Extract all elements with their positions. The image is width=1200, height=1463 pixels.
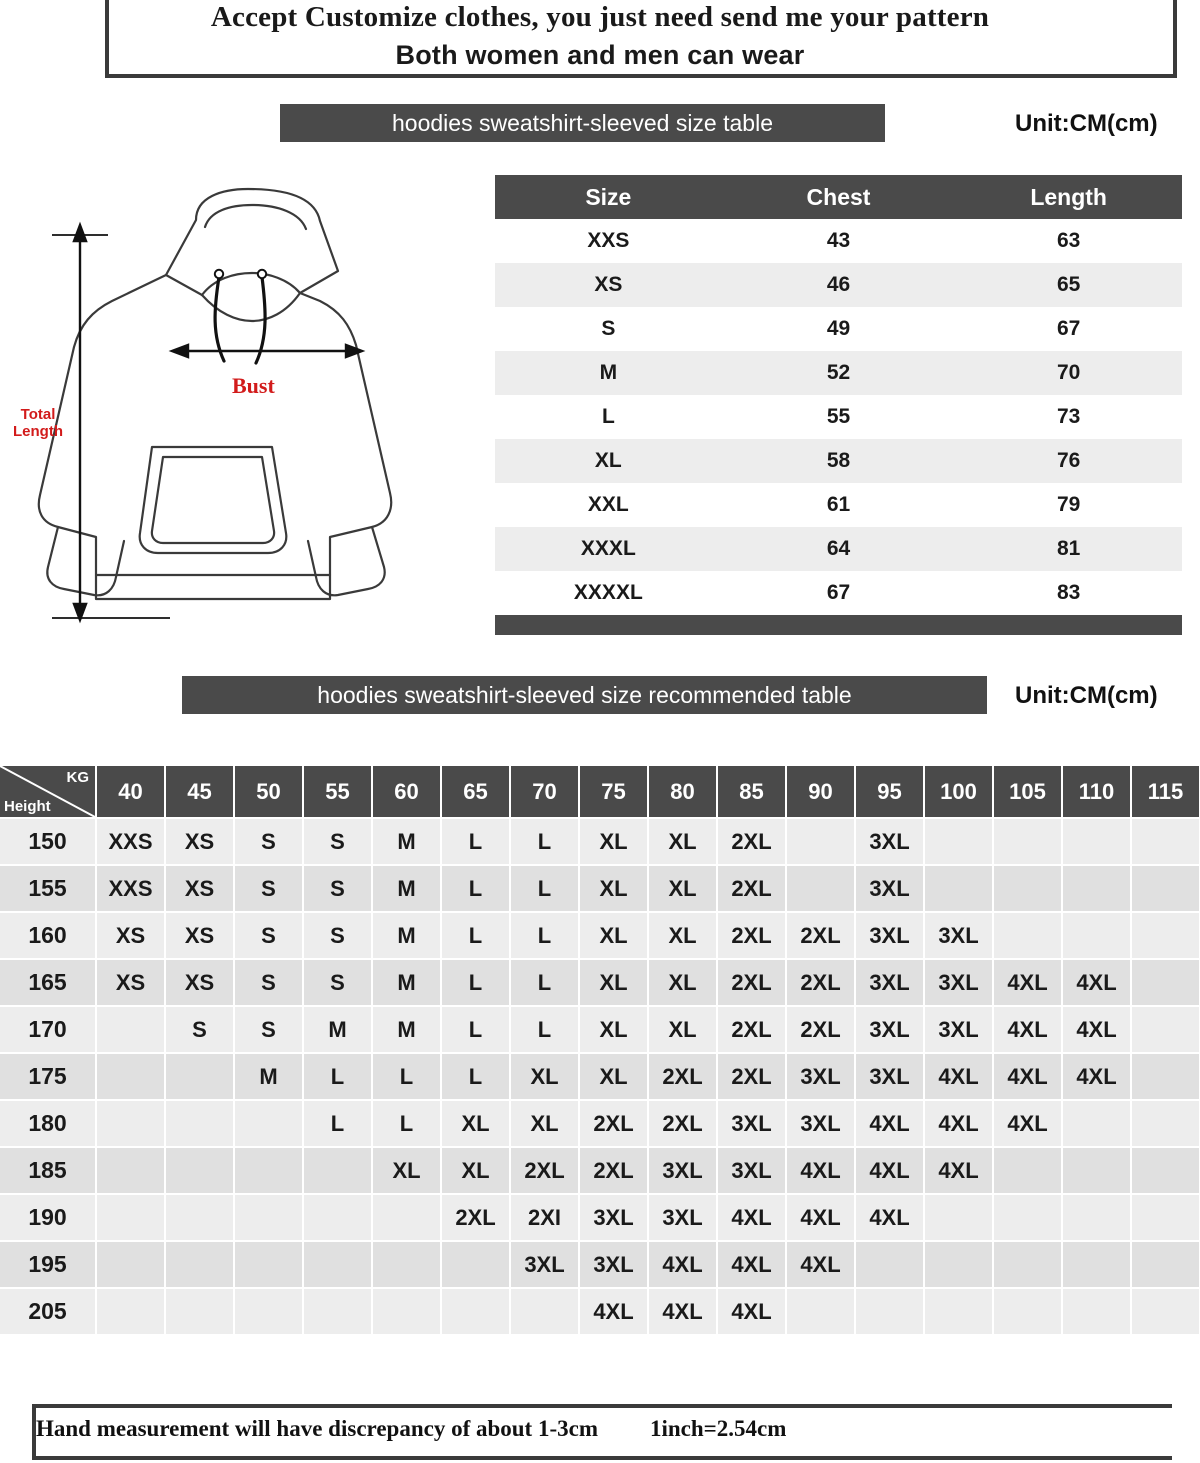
size-table bbox=[495, 175, 1182, 635]
table-row bbox=[0, 818, 1200, 865]
cell-chest: 58 bbox=[826, 449, 851, 472]
rec-cell: 3XL bbox=[924, 1006, 993, 1053]
weight-header: 75 bbox=[579, 766, 648, 818]
rec-cell: 4XL bbox=[855, 1147, 924, 1194]
rec-cell: 4XL bbox=[924, 1147, 993, 1194]
rec-cell: XL bbox=[579, 912, 648, 959]
size-table-footer-bar bbox=[495, 615, 1182, 635]
rec-cell bbox=[234, 1194, 303, 1241]
table-row bbox=[495, 219, 1182, 263]
rec-cell bbox=[786, 865, 855, 912]
rec-cell: XS bbox=[165, 959, 234, 1006]
rec-cell: 2XL bbox=[786, 1006, 855, 1053]
cell-length: 76 bbox=[1056, 449, 1081, 472]
rec-cell: M bbox=[303, 1006, 372, 1053]
rec-cell: XL bbox=[648, 818, 717, 865]
rec-cell bbox=[441, 1288, 510, 1335]
height-header: 160 bbox=[0, 912, 96, 959]
weight-header: 55 bbox=[303, 766, 372, 818]
height-header: 205 bbox=[0, 1288, 96, 1335]
cell-size: XXXXL bbox=[573, 581, 643, 604]
rec-cell bbox=[1131, 1006, 1200, 1053]
rec-cell: L bbox=[441, 1053, 510, 1100]
cell-chest: 52 bbox=[826, 361, 851, 384]
rec-cell: XXS bbox=[96, 865, 165, 912]
cell-chest: 55 bbox=[826, 405, 851, 428]
header-title bbox=[0, 0, 1200, 74]
rec-cell bbox=[96, 1053, 165, 1100]
size-table-header-chest: Chest bbox=[722, 175, 956, 219]
rec-cell: 4XL bbox=[648, 1241, 717, 1288]
rec-cell bbox=[372, 1288, 441, 1335]
footer-conversion-text: 1inch=2.54cm bbox=[650, 1416, 787, 1441]
rec-cell: 4XL bbox=[924, 1053, 993, 1100]
cell-size: M bbox=[599, 361, 618, 384]
rec-cell: 3XL bbox=[855, 959, 924, 1006]
rec-cell: XL bbox=[579, 818, 648, 865]
rec-cell: 4XL bbox=[1062, 959, 1131, 1006]
height-header: 165 bbox=[0, 959, 96, 1006]
hoodie-illustration-svg bbox=[0, 175, 480, 645]
rec-cell bbox=[1131, 1194, 1200, 1241]
size-table-foot bbox=[495, 615, 1182, 635]
rec-cell: S bbox=[303, 818, 372, 865]
rec-cell: XL bbox=[441, 1147, 510, 1194]
rec-cell: 2XL bbox=[786, 959, 855, 1006]
table-row bbox=[0, 1288, 1200, 1335]
size-table-title: hoodies sweatshirt-sleeved size table bbox=[280, 104, 885, 142]
rec-cell: XL bbox=[579, 865, 648, 912]
weight-header: 115 bbox=[1131, 766, 1200, 818]
rec-cell: 3XL bbox=[855, 1053, 924, 1100]
footer-note bbox=[36, 1416, 786, 1442]
weight-header: 105 bbox=[993, 766, 1062, 818]
bust-label: Bust bbox=[232, 373, 275, 398]
rec-table-header-row bbox=[0, 766, 1200, 818]
height-header: 190 bbox=[0, 1194, 96, 1241]
rec-cell: 3XL bbox=[510, 1241, 579, 1288]
cell-chest: 61 bbox=[826, 493, 851, 516]
cell-size: S bbox=[601, 317, 616, 340]
rec-cell: 3XL bbox=[855, 818, 924, 865]
cell-chest: 49 bbox=[826, 317, 851, 340]
rec-cell: S bbox=[165, 1006, 234, 1053]
rec-cell bbox=[165, 1147, 234, 1194]
rec-cell bbox=[993, 865, 1062, 912]
weight-header: 60 bbox=[372, 766, 441, 818]
weight-header: 100 bbox=[924, 766, 993, 818]
rec-cell: M bbox=[372, 1006, 441, 1053]
cell-length: 70 bbox=[1056, 361, 1081, 384]
rec-cell bbox=[1131, 1288, 1200, 1335]
table-row bbox=[495, 527, 1182, 571]
cell-size: XL bbox=[594, 449, 622, 472]
rec-cell: 3XL bbox=[786, 1100, 855, 1147]
cell-chest: 67 bbox=[826, 581, 851, 604]
table-row bbox=[495, 439, 1182, 483]
rec-cell: 4XL bbox=[717, 1194, 786, 1241]
rec-cell: 4XL bbox=[855, 1194, 924, 1241]
rec-cell bbox=[1062, 912, 1131, 959]
weight-header: 95 bbox=[855, 766, 924, 818]
rec-cell bbox=[1131, 818, 1200, 865]
cell-length: 83 bbox=[1056, 581, 1081, 604]
size-table-head bbox=[495, 175, 1182, 219]
rec-cell bbox=[303, 1194, 372, 1241]
rec-cell bbox=[855, 1241, 924, 1288]
rec-cell: 2XL bbox=[441, 1194, 510, 1241]
rec-cell bbox=[372, 1241, 441, 1288]
weight-header: 50 bbox=[234, 766, 303, 818]
rec-cell bbox=[510, 1288, 579, 1335]
rec-cell: XL bbox=[648, 1006, 717, 1053]
cell-chest: 64 bbox=[826, 537, 851, 560]
rec-cell: 3XL bbox=[924, 959, 993, 1006]
rec-cell bbox=[234, 1100, 303, 1147]
total-length-label bbox=[6, 406, 70, 440]
rec-cell bbox=[1131, 865, 1200, 912]
height-header: 150 bbox=[0, 818, 96, 865]
rec-cell bbox=[165, 1053, 234, 1100]
weight-header: 70 bbox=[510, 766, 579, 818]
rec-cell: L bbox=[510, 959, 579, 1006]
rec-cell: S bbox=[234, 912, 303, 959]
height-header: 175 bbox=[0, 1053, 96, 1100]
rec-cell bbox=[1062, 1288, 1131, 1335]
corner-kg-label: KG bbox=[66, 769, 89, 786]
rec-cell: L bbox=[303, 1100, 372, 1147]
rec-cell bbox=[165, 1100, 234, 1147]
footer-bar-cell bbox=[495, 615, 1182, 635]
table-row bbox=[0, 1006, 1200, 1053]
weight-header: 85 bbox=[717, 766, 786, 818]
table-row bbox=[495, 571, 1182, 615]
rec-cell: 4XL bbox=[993, 1053, 1062, 1100]
rec-cell bbox=[165, 1288, 234, 1335]
weight-header: 90 bbox=[786, 766, 855, 818]
rec-table-head bbox=[0, 766, 1200, 818]
rec-cell bbox=[234, 1288, 303, 1335]
rec-cell: L bbox=[510, 818, 579, 865]
cell-length: 65 bbox=[1056, 273, 1081, 296]
rec-cell bbox=[1131, 1241, 1200, 1288]
rec-cell: 3XL bbox=[717, 1147, 786, 1194]
header-line-2: Both women and men can wear bbox=[395, 40, 805, 70]
rec-cell: 2XL bbox=[717, 1053, 786, 1100]
rec-cell: XL bbox=[648, 865, 717, 912]
rec-cell: XL bbox=[648, 959, 717, 1006]
height-header: 195 bbox=[0, 1241, 96, 1288]
rec-cell: 4XL bbox=[855, 1100, 924, 1147]
rec-cell: L bbox=[441, 865, 510, 912]
height-header: 170 bbox=[0, 1006, 96, 1053]
rec-cell: 2XL bbox=[717, 865, 786, 912]
rec-cell: XS bbox=[165, 818, 234, 865]
rec-cell bbox=[96, 1100, 165, 1147]
rec-cell bbox=[165, 1241, 234, 1288]
rec-cell: L bbox=[303, 1053, 372, 1100]
weight-header: 40 bbox=[96, 766, 165, 818]
rec-cell bbox=[924, 1241, 993, 1288]
rec-table-corner-cell bbox=[0, 766, 96, 818]
cell-length: 81 bbox=[1056, 537, 1081, 560]
rec-cell: XS bbox=[165, 912, 234, 959]
rec-cell: M bbox=[372, 865, 441, 912]
cell-size: L bbox=[601, 405, 615, 428]
rec-cell: 4XL bbox=[993, 1006, 1062, 1053]
rec-cell bbox=[924, 865, 993, 912]
rec-cell: 4XL bbox=[717, 1288, 786, 1335]
rec-cell bbox=[303, 1241, 372, 1288]
rec-cell bbox=[96, 1147, 165, 1194]
rec-cell: S bbox=[303, 912, 372, 959]
rec-cell bbox=[993, 1147, 1062, 1194]
rec-cell: 2XL bbox=[717, 1006, 786, 1053]
table-row bbox=[495, 351, 1182, 395]
height-header: 180 bbox=[0, 1100, 96, 1147]
rec-cell: S bbox=[303, 865, 372, 912]
rec-cell: 2XL bbox=[648, 1053, 717, 1100]
rec-cell bbox=[993, 1288, 1062, 1335]
rec-cell bbox=[234, 1147, 303, 1194]
rec-cell: XL bbox=[579, 959, 648, 1006]
rec-cell: 4XL bbox=[786, 1241, 855, 1288]
size-table-header-length: Length bbox=[955, 175, 1182, 219]
rec-cell: 3XL bbox=[717, 1100, 786, 1147]
rec-cell bbox=[924, 1194, 993, 1241]
cell-length: 63 bbox=[1056, 229, 1081, 252]
rec-cell: 4XL bbox=[993, 959, 1062, 1006]
rec-cell: M bbox=[372, 959, 441, 1006]
rec-cell: XS bbox=[165, 865, 234, 912]
height-header: 185 bbox=[0, 1147, 96, 1194]
rec-cell: 2XI bbox=[510, 1194, 579, 1241]
rec-cell bbox=[993, 1194, 1062, 1241]
rec-cell: 3XL bbox=[579, 1194, 648, 1241]
rec-cell: 3XL bbox=[855, 865, 924, 912]
rec-cell: 3XL bbox=[855, 912, 924, 959]
hoodie-diagram bbox=[0, 175, 480, 645]
rec-cell bbox=[96, 1194, 165, 1241]
header-line-1: Accept Customize clothes, you just need send me your pattern bbox=[210, 1, 990, 33]
table-row bbox=[495, 395, 1182, 439]
rec-cell bbox=[993, 1241, 1062, 1288]
rec-cell bbox=[96, 1241, 165, 1288]
rec-cell: 2XL bbox=[579, 1147, 648, 1194]
rec-cell: 4XL bbox=[924, 1100, 993, 1147]
rec-cell bbox=[993, 818, 1062, 865]
size-table-header-size: Size bbox=[495, 175, 722, 219]
cell-length: 73 bbox=[1056, 405, 1081, 428]
rec-cell bbox=[786, 1288, 855, 1335]
cell-length: 67 bbox=[1056, 317, 1081, 340]
total-length-line-1: Total bbox=[20, 406, 56, 423]
rec-cell bbox=[1131, 1147, 1200, 1194]
rec-cell: 4XL bbox=[579, 1288, 648, 1335]
weight-header: 80 bbox=[648, 766, 717, 818]
total-length-line-2: Length bbox=[13, 423, 63, 440]
rec-cell bbox=[1131, 912, 1200, 959]
rec-cell: L bbox=[510, 1006, 579, 1053]
rec-cell: 3XL bbox=[855, 1006, 924, 1053]
rec-cell: 3XL bbox=[579, 1241, 648, 1288]
rec-cell: 3XL bbox=[924, 912, 993, 959]
cell-size: XXXL bbox=[580, 537, 636, 560]
rec-cell bbox=[1131, 1100, 1200, 1147]
rec-cell: XL bbox=[372, 1147, 441, 1194]
table-row bbox=[0, 1147, 1200, 1194]
rec-cell bbox=[786, 818, 855, 865]
rec-cell bbox=[234, 1241, 303, 1288]
rec-cell: 3XL bbox=[648, 1147, 717, 1194]
rec-cell: L bbox=[441, 1006, 510, 1053]
cell-size: XS bbox=[594, 273, 623, 296]
rec-cell bbox=[1062, 818, 1131, 865]
rec-cell: 4XL bbox=[648, 1288, 717, 1335]
table-row bbox=[0, 1053, 1200, 1100]
rec-cell: XS bbox=[96, 912, 165, 959]
cell-chest: 46 bbox=[826, 273, 851, 296]
rec-cell: S bbox=[234, 1006, 303, 1053]
rec-cell: XXS bbox=[96, 818, 165, 865]
table-row bbox=[0, 1100, 1200, 1147]
rec-cell bbox=[1131, 1053, 1200, 1100]
rec-cell: L bbox=[441, 912, 510, 959]
corner-height-label: Height bbox=[4, 798, 51, 815]
size-table-body bbox=[495, 219, 1182, 615]
rec-cell bbox=[1062, 865, 1131, 912]
rec-cell: S bbox=[234, 959, 303, 1006]
rec-cell bbox=[303, 1288, 372, 1335]
unit-label-bottom: Unit:CM(cm) bbox=[1015, 682, 1158, 709]
rec-cell: 2XL bbox=[717, 818, 786, 865]
rec-cell: 2XL bbox=[648, 1100, 717, 1147]
cell-size: XXS bbox=[587, 229, 630, 252]
table-row bbox=[0, 959, 1200, 1006]
cell-length: 79 bbox=[1056, 493, 1081, 516]
rec-cell bbox=[924, 1288, 993, 1335]
rec-cell: L bbox=[372, 1053, 441, 1100]
table-row bbox=[0, 1194, 1200, 1241]
rec-cell: 2XL bbox=[717, 959, 786, 1006]
table-row bbox=[495, 483, 1182, 527]
rec-cell: L bbox=[510, 912, 579, 959]
rec-cell: XL bbox=[579, 1006, 648, 1053]
rec-cell: 2XL bbox=[579, 1100, 648, 1147]
rec-cell: XL bbox=[510, 1100, 579, 1147]
rec-cell: 2XL bbox=[717, 912, 786, 959]
rec-cell: XL bbox=[441, 1100, 510, 1147]
rec-cell bbox=[1062, 1147, 1131, 1194]
rec-cell bbox=[1062, 1194, 1131, 1241]
rec-cell: 4XL bbox=[786, 1147, 855, 1194]
rec-cell bbox=[96, 1288, 165, 1335]
size-table-header-row bbox=[495, 175, 1182, 219]
height-header: 155 bbox=[0, 865, 96, 912]
rec-table-body bbox=[0, 818, 1200, 1335]
rec-cell: 3XL bbox=[786, 1053, 855, 1100]
rec-cell: M bbox=[372, 818, 441, 865]
rec-cell bbox=[441, 1241, 510, 1288]
rec-cell: S bbox=[234, 818, 303, 865]
rec-cell bbox=[96, 1006, 165, 1053]
weight-header: 110 bbox=[1062, 766, 1131, 818]
rec-cell bbox=[1131, 959, 1200, 1006]
rec-cell bbox=[165, 1194, 234, 1241]
rec-cell: XL bbox=[579, 1053, 648, 1100]
weight-header: 65 bbox=[441, 766, 510, 818]
rec-cell: L bbox=[372, 1100, 441, 1147]
rec-cell: L bbox=[510, 865, 579, 912]
weight-header: 45 bbox=[165, 766, 234, 818]
rec-cell: 2XL bbox=[510, 1147, 579, 1194]
rec-cell: S bbox=[303, 959, 372, 1006]
rec-cell bbox=[372, 1194, 441, 1241]
rec-cell bbox=[993, 912, 1062, 959]
rec-cell: M bbox=[372, 912, 441, 959]
rec-cell: M bbox=[234, 1053, 303, 1100]
cell-chest: 43 bbox=[826, 229, 851, 252]
recommended-table-title: hoodies sweatshirt-sleeved size recommended table bbox=[182, 676, 987, 714]
rec-cell: XL bbox=[510, 1053, 579, 1100]
recommended-size-table bbox=[0, 766, 1200, 1336]
table-row bbox=[495, 307, 1182, 351]
rec-cell: 3XL bbox=[648, 1194, 717, 1241]
rec-cell: XS bbox=[96, 959, 165, 1006]
rec-cell bbox=[924, 818, 993, 865]
rec-cell: 4XL bbox=[717, 1241, 786, 1288]
rec-cell bbox=[1062, 1241, 1131, 1288]
rec-cell: 4XL bbox=[786, 1194, 855, 1241]
rec-cell: 2XL bbox=[786, 912, 855, 959]
rec-cell: 4XL bbox=[1062, 1006, 1131, 1053]
table-row bbox=[0, 865, 1200, 912]
rec-cell: 4XL bbox=[993, 1100, 1062, 1147]
footer-discrepancy-text: Hand measurement will have discrepancy of about 1-3cm bbox=[36, 1416, 598, 1441]
rec-cell: 4XL bbox=[1062, 1053, 1131, 1100]
rec-cell bbox=[303, 1147, 372, 1194]
table-row bbox=[495, 263, 1182, 307]
rec-cell bbox=[1062, 1100, 1131, 1147]
table-row bbox=[0, 1241, 1200, 1288]
rec-cell: XL bbox=[648, 912, 717, 959]
rec-cell: L bbox=[441, 818, 510, 865]
rec-cell bbox=[855, 1288, 924, 1335]
rec-cell: L bbox=[441, 959, 510, 1006]
unit-label-top: Unit:CM(cm) bbox=[1015, 110, 1158, 137]
cell-size: XXL bbox=[587, 493, 629, 516]
table-row bbox=[0, 912, 1200, 959]
rec-cell: S bbox=[234, 865, 303, 912]
